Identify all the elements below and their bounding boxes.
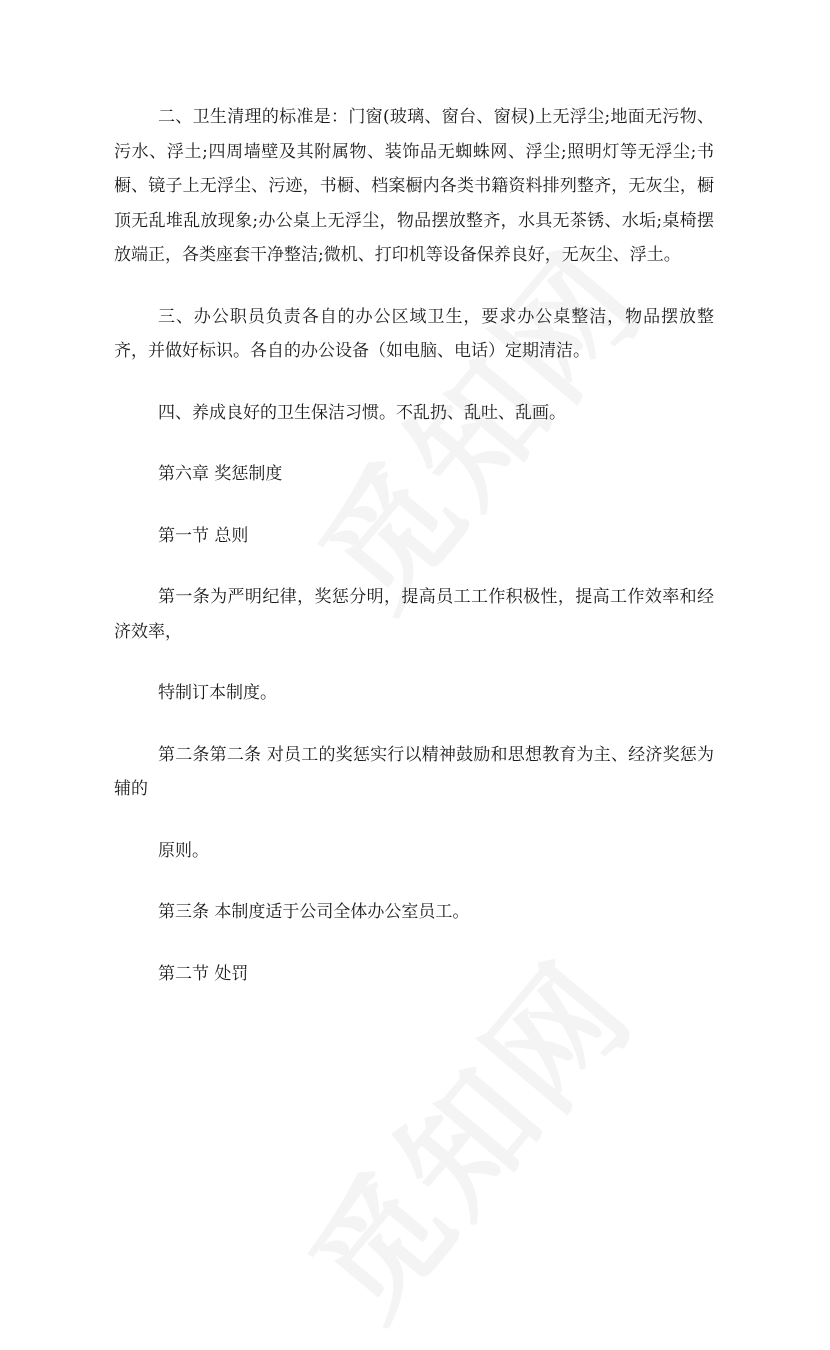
article-three: 第三条 本制度适于公司全体办公室员工。 — [158, 902, 470, 922]
article-two-continued: 原则。 — [158, 840, 209, 861]
document-body — [114, 100, 714, 1018]
article-one: 第一条为严明纪律，奖惩分明，提高员工工作积极性，提高工作效率和经济效率， — [114, 587, 714, 642]
paragraph-staff-responsibility: 三、办公职员负责各自的办公区域卫生，要求办公桌整洁，物品摆放整齐，并做好标识。各自的办公设备（如电脑、电话）定期清洁。 — [114, 306, 714, 361]
chapter-heading: 第六章 奖惩制度 — [158, 464, 283, 484]
paragraph-hygiene-standard: 二、卫生清理的标准是：门窗(玻璃、窗台、窗棂)上无浮尘;地面无污物、污水、浮土;四周墙壁及其附属物、装饰品无蜘蛛网、浮尘;照明灯等无浮尘;书橱、镜子上无浮尘、污迹，书橱、档案橱内各类书籍资料排列整齐，无灰尘，橱顶无乱堆乱放现象;办公桌上无浮尘，物品摆放整齐，水具无茶锈、水垢;桌椅摆放端正，各类座套干净整洁;微机、打印机等设备保养良好，无灰尘、浮土。 — [114, 107, 714, 265]
section-heading: 第一节 总则 — [158, 525, 249, 546]
article-one-continued: 特制订本制度。 — [158, 683, 277, 703]
section-heading: 第二节 处罚 — [158, 963, 249, 984]
paragraph-hygiene-habits: 四、养成良好的卫生保洁习惯。不乱扔、乱吐、乱画。 — [158, 402, 566, 423]
article-two: 第二条第二条 对员工的奖惩实行以精神鼓励和思想教育为主、经济奖惩为辅的 — [114, 744, 714, 799]
